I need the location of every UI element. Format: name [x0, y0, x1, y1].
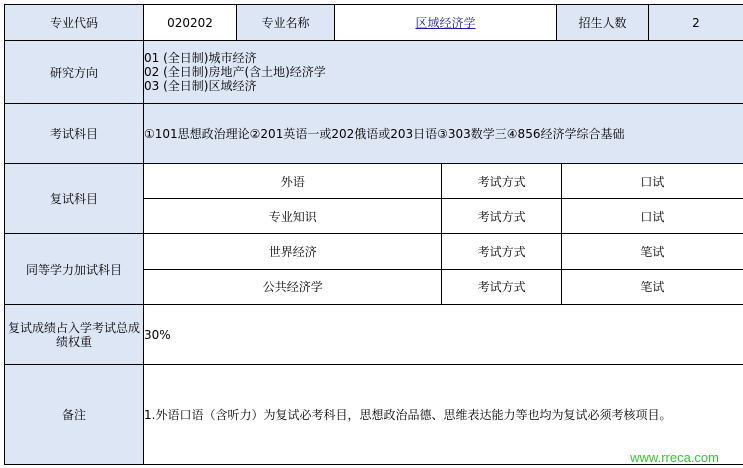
equivalent-row-item — [144, 269, 743, 304]
retest-row-item — [144, 199, 743, 234]
retest-subtable-cell — [144, 164, 743, 234]
equivalent-method: 笔试 — [561, 234, 743, 269]
retest-subject: 专业知识 — [144, 199, 442, 234]
retest-weight-label: 复试成绩占入学考试总成绩权重 — [5, 305, 144, 365]
program-info-table — [4, 4, 743, 465]
retest-subtable — [144, 164, 743, 233]
research-direction-list — [144, 41, 743, 104]
remark-value: 1.外语口语（含听力）为复试必考科目，思想政治品德、思维表达能力等也均为复试必须考核项目。 — [144, 365, 743, 465]
major-name-link[interactable]: 区域经济学 — [415, 16, 476, 30]
retest-method-label: 考试方式 — [442, 164, 561, 199]
enrollment-value: 2 — [649, 5, 743, 41]
equivalent-method-label: 考试方式 — [442, 269, 561, 304]
exam-row — [5, 104, 743, 164]
retest-method-label: 考试方式 — [442, 199, 561, 234]
retest-subject: 外语 — [144, 164, 442, 199]
site-watermark: www.rreca.com — [630, 450, 719, 465]
remark-label: 备注 — [5, 365, 144, 465]
equivalent-row-item — [144, 234, 743, 269]
equivalent-row — [5, 234, 743, 305]
weight-row — [5, 305, 743, 365]
research-direction-label: 研究方向 — [5, 41, 144, 104]
exam-subjects-value: ①101思想政治理论②201英语一或202俄语或203日语③303数学三④856经济学综合基础 — [144, 104, 743, 164]
retest-method: 口试 — [561, 199, 743, 234]
major-code-value: 020202 — [144, 5, 237, 41]
retest-row-item — [144, 164, 743, 199]
equivalent-subject: 公共经济学 — [144, 269, 442, 304]
equivalent-method: 笔试 — [561, 269, 743, 304]
equivalent-subjects-label: 同等学力加试科目 — [5, 234, 144, 305]
equivalent-method-label: 考试方式 — [442, 234, 561, 269]
retest-method: 口试 — [561, 164, 743, 199]
equivalent-subject: 世界经济 — [144, 234, 442, 269]
retest-weight-value: 30% — [144, 305, 743, 365]
research-row — [5, 41, 743, 104]
research-item: 03 (全日制)区域经济 — [144, 79, 257, 93]
major-name-label: 专业名称 — [237, 5, 335, 41]
equivalent-subtable-cell — [144, 234, 743, 305]
exam-subjects-label: 考试科目 — [5, 104, 144, 164]
major-name-cell — [335, 5, 557, 41]
research-item: 01 (全日制)城市经济 — [144, 51, 257, 65]
equivalent-subtable — [144, 234, 743, 304]
research-item: 02 (全日制)房地产(含土地)经济学 — [144, 65, 326, 79]
enrollment-label: 招生人数 — [557, 5, 649, 41]
retest-subjects-label: 复试科目 — [5, 164, 144, 234]
retest-row — [5, 164, 743, 234]
header-row — [5, 5, 743, 41]
major-code-label: 专业代码 — [5, 5, 144, 41]
